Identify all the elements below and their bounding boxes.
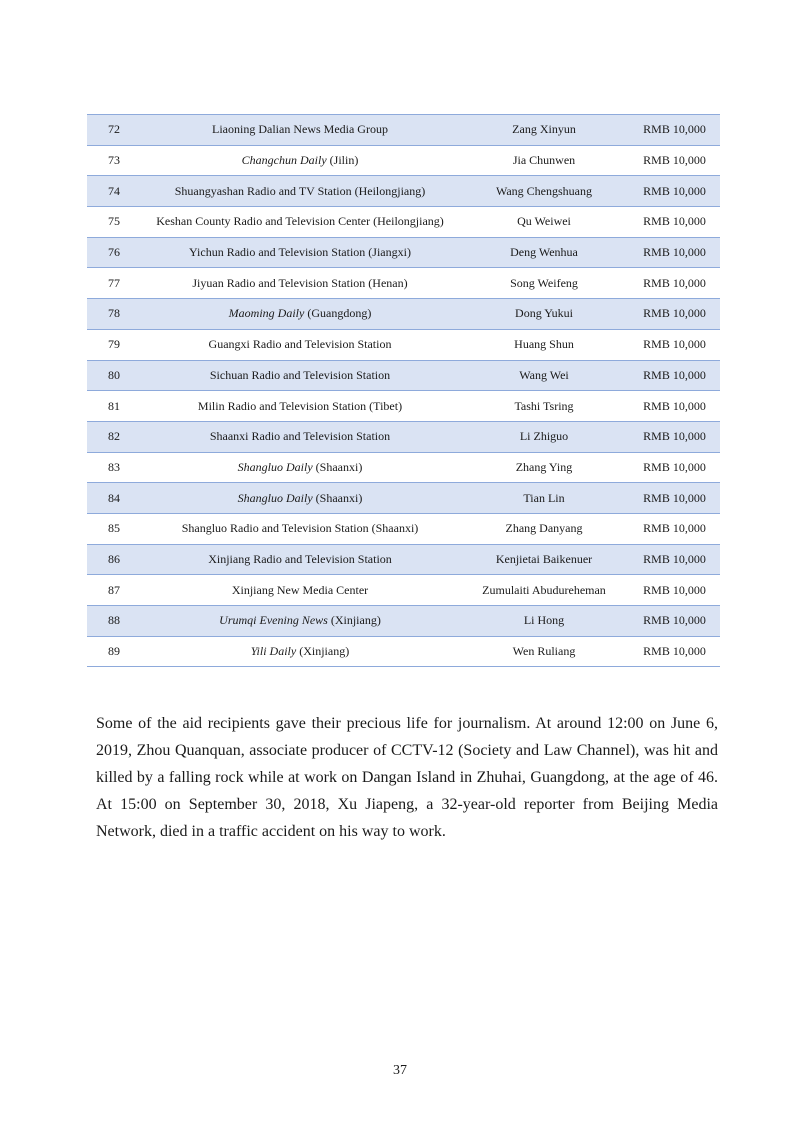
aid-amount: RMB 10,000 (629, 421, 720, 452)
row-number: 84 (87, 483, 141, 514)
recipient-name: Zhang Ying (459, 452, 629, 483)
recipient-name: Wang Chengshuang (459, 176, 629, 207)
table-row (87, 176, 720, 207)
organization-cell (141, 360, 459, 391)
organization-name: Yichun Radio and Television Station (Jiangxi) (189, 245, 411, 260)
aid-amount: RMB 10,000 (629, 452, 720, 483)
organization-cell (141, 299, 459, 330)
publication-title: Changchun Daily (241, 153, 327, 168)
organization-cell (141, 452, 459, 483)
row-number: 86 (87, 544, 141, 575)
publication-title: Shangluo Daily (237, 459, 313, 474)
organization-name: Shangluo Radio and Television Station (Shaanxi) (181, 521, 419, 536)
aid-amount: RMB 10,000 (629, 513, 720, 544)
aid-amount: RMB 10,000 (629, 360, 720, 391)
row-number: 76 (87, 237, 141, 268)
organization-cell (141, 391, 459, 422)
table-row (87, 575, 720, 606)
organization-name: (Guangdong) (304, 306, 372, 321)
row-number: 87 (87, 575, 141, 606)
organization-cell (141, 176, 459, 207)
page-number: 37 (393, 1063, 407, 1078)
organization-name: Shaanxi Radio and Television Station (209, 429, 391, 444)
row-number: 75 (87, 207, 141, 238)
organization-name: Sichuan Radio and Television Station (209, 367, 391, 382)
recipient-name: Song Weifeng (459, 268, 629, 299)
table-row (87, 115, 720, 146)
aid-amount: RMB 10,000 (629, 268, 720, 299)
organization-name: Guangxi Radio and Television Station (208, 337, 392, 352)
recipient-name: Deng Wenhua (459, 237, 629, 268)
table-row (87, 360, 720, 391)
organization-cell (141, 268, 459, 299)
row-number: 80 (87, 360, 141, 391)
organization-cell (141, 513, 459, 544)
organization-cell (141, 329, 459, 360)
aid-amount: RMB 10,000 (629, 237, 720, 268)
publication-title: Maoming Daily (228, 306, 305, 321)
row-number: 78 (87, 299, 141, 330)
row-number: 73 (87, 145, 141, 176)
organization-name: (Jilin) (326, 153, 359, 168)
recipient-name: Li Hong (459, 606, 629, 637)
table-row (87, 636, 720, 667)
aid-recipients-table (87, 114, 720, 667)
table-row (87, 207, 720, 238)
organization-name: Milin Radio and Television Station (Tibet) (197, 398, 403, 413)
recipient-name: Wen Ruliang (459, 636, 629, 667)
publication-title: Yili Daily (250, 644, 297, 659)
aid-amount: RMB 10,000 (629, 483, 720, 514)
organization-cell (141, 115, 459, 146)
recipient-name: Dong Yukui (459, 299, 629, 330)
row-number: 88 (87, 606, 141, 637)
row-number: 85 (87, 513, 141, 544)
aid-amount: RMB 10,000 (629, 329, 720, 360)
aid-amount: RMB 10,000 (629, 636, 720, 667)
row-number: 74 (87, 176, 141, 207)
table-row (87, 544, 720, 575)
organization-cell (141, 483, 459, 514)
table-row (87, 452, 720, 483)
table-row (87, 237, 720, 268)
organization-name: Xinjiang New Media Center (231, 582, 369, 597)
organization-name: (Shaanxi) (312, 490, 363, 505)
aid-amount: RMB 10,000 (629, 207, 720, 238)
table-row (87, 299, 720, 330)
table-row (87, 145, 720, 176)
organization-cell (141, 421, 459, 452)
publication-title: Shangluo Daily (237, 490, 313, 505)
organization-cell (141, 636, 459, 667)
organization-cell (141, 207, 459, 238)
table-row (87, 329, 720, 360)
row-number: 81 (87, 391, 141, 422)
organization-name: Shuangyashan Radio and TV Station (Heilongjiang) (174, 183, 426, 198)
aid-amount: RMB 10,000 (629, 176, 720, 207)
table-row (87, 513, 720, 544)
organization-cell (141, 606, 459, 637)
row-number: 89 (87, 636, 141, 667)
recipient-name: Li Zhiguo (459, 421, 629, 452)
recipient-name: Huang Shun (459, 329, 629, 360)
recipient-name: Tashi Tsring (459, 391, 629, 422)
organization-name: Xinjiang Radio and Television Station (208, 551, 392, 566)
aid-amount: RMB 10,000 (629, 606, 720, 637)
organization-name: (Xinjiang) (296, 644, 350, 659)
table-row (87, 483, 720, 514)
aid-amount: RMB 10,000 (629, 544, 720, 575)
organization-name: Liaoning Dalian News Media Group (212, 122, 388, 137)
organization-name: Keshan County Radio and Television Center (Heilongjiang) (156, 214, 444, 229)
recipient-name: Tian Lin (459, 483, 629, 514)
row-number: 83 (87, 452, 141, 483)
organization-name: (Shaanxi) (312, 459, 363, 474)
table-row (87, 391, 720, 422)
organization-cell (141, 544, 459, 575)
table-row (87, 268, 720, 299)
aid-amount: RMB 10,000 (629, 575, 720, 606)
body-paragraph: Some of the aid recipients gave their precious life for journalism. At around 12:00 on June 6, 2019, Zhou Quanquan, associate producer of CCTV-12 (Society and Law Channel), was hit and killed by a falling rock while at work on Dangan Island in Zhuhai, Guangdong, at the age of 46. At 15:00 on September 30, 2018, Xu Jiapeng, a 32-year-old reporter from Beijing Media Network, died in a traffic accident on his way to work. (96, 715, 718, 840)
row-number: 77 (87, 268, 141, 299)
publication-title: Urumqi Evening News (219, 613, 328, 628)
aid-amount: RMB 10,000 (629, 299, 720, 330)
organization-cell (141, 237, 459, 268)
recipient-name: Wang Wei (459, 360, 629, 391)
aid-amount: RMB 10,000 (629, 391, 720, 422)
table-row (87, 606, 720, 637)
recipient-name: Qu Weiwei (459, 207, 629, 238)
row-number: 72 (87, 115, 141, 146)
table-row (87, 421, 720, 452)
recipient-name: Jia Chunwen (459, 145, 629, 176)
organization-cell (141, 145, 459, 176)
organization-cell (141, 575, 459, 606)
aid-amount: RMB 10,000 (629, 145, 720, 176)
recipient-name: Zang Xinyun (459, 115, 629, 146)
aid-amount: RMB 10,000 (629, 115, 720, 146)
row-number: 82 (87, 421, 141, 452)
recipient-name: Zumulaiti Abudureheman (459, 575, 629, 606)
organization-name: (Xinjiang) (327, 613, 381, 628)
row-number: 79 (87, 329, 141, 360)
recipient-name: Kenjietai Baikenuer (459, 544, 629, 575)
recipient-name: Zhang Danyang (459, 513, 629, 544)
aid-table-body (87, 115, 720, 667)
organization-name: Jiyuan Radio and Television Station (Henan) (192, 275, 408, 290)
